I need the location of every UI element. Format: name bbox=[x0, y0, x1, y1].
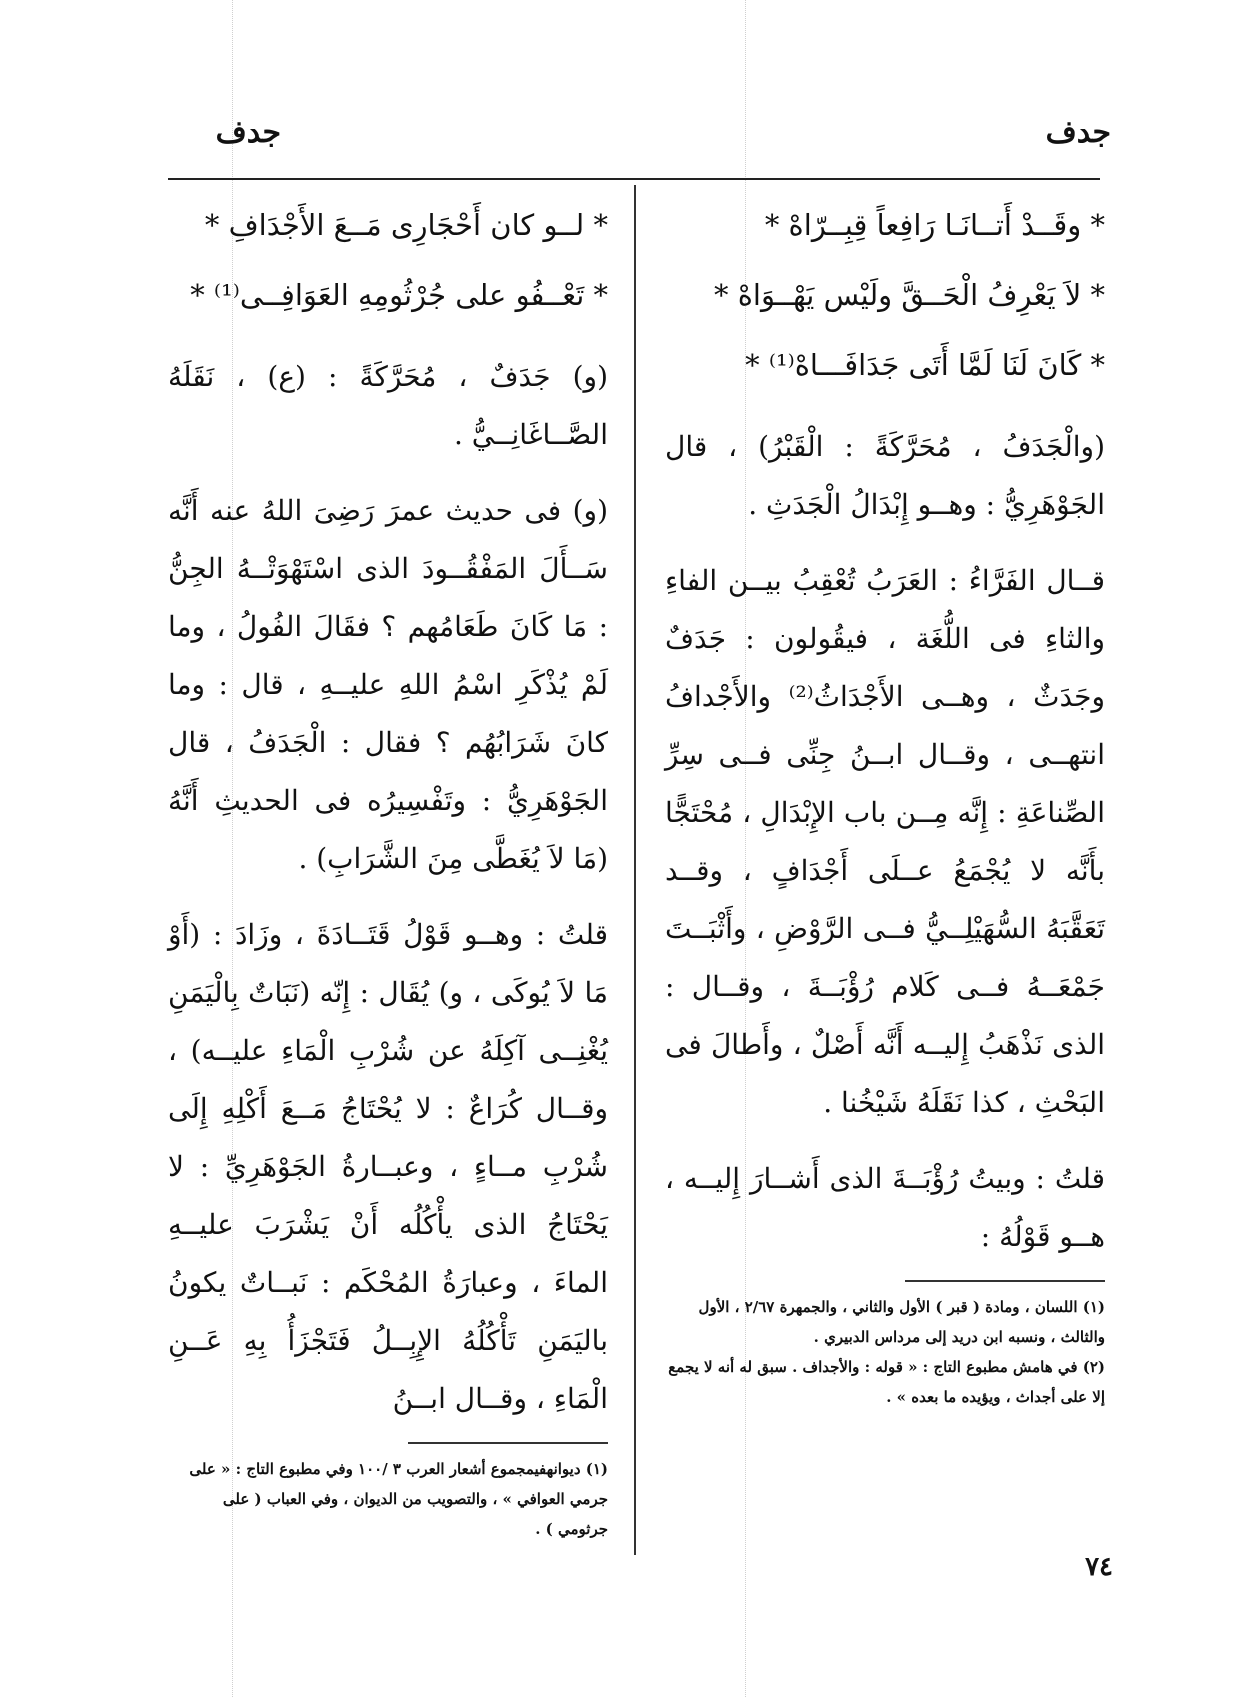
entry-paragraph: (والْجَدَفُ ، مُحَرَّكَةً : الْقَبْرُ) ، قال الجَوْهَرِيُّ : وهــو إِبْدَالُ الْجَدَثِ . bbox=[665, 430, 1105, 521]
verse-line: * كَانَ لَنَا لَمَّا أَتَى جَدَافَـــاهْ⁽¹⁾ * bbox=[745, 348, 1105, 382]
verse-line: * وقَــدْ أَتــانَـا رَافِعاً قِبِــرّاهْ * bbox=[764, 208, 1105, 242]
verse-line: * تَعْــفُو على جُرْثُومِهِ العَوَافِــى⁽¹⁾ * bbox=[190, 278, 608, 312]
header-rule bbox=[168, 178, 1100, 180]
footnote-rule bbox=[905, 1280, 1105, 1282]
entry-paragraph: (و) فى حديث عمرَ رَضِىَ اللهُ عنه أَنَّه سَــأَلَ المَفْقُــودَ الذى اسْتَهْوَتْــهُ الجِنُّ : مَا كَانَ طَعَامُهم ؟ فقَالَ الفُولُ ، وما لَمْ يُذْكَرِ اسْمُ اللهِ عليــهِ ، قال : وما كانَ شَرَابُهُم ؟ فقال : الْجَدَفُ ، قال الجَوْهَرِيُّ : وتَفْسِيرُه فى الحديثِ أَنَّهُ (مَا لاَ يُغَطَّى مِنَ الشَّرَابِ) . bbox=[168, 494, 608, 875]
entry-paragraph: قلتُ : وبيتُ رُؤْبَــةَ الذى أَشــارَ إِليــه ، هــو قَوْلُهُ : bbox=[665, 1162, 1105, 1253]
page-number: ٧٤ bbox=[1085, 1552, 1113, 1582]
footnote-rule bbox=[408, 1442, 608, 1444]
footnote: (١) اللسان ، ومادة ( قبر ) الأول والثاني ، والجمهرة ٢/٦٧ ، الأول والثالث ، ونسبه ابن دريد إلى مرداس الدبيري . bbox=[698, 1298, 1105, 1346]
footnote: (١) ديوانهفيمجموع أشعار العرب ٣ /١٠٠ وفي مطبوع التاج : « على جرمي العوافي » ، والتصويب من الديوان ، وفي العباب ( على جرثومي ) . bbox=[189, 1460, 608, 1538]
entry-paragraph: (و) جَدَفٌ ، مُحَرَّكَةً : (ع) ، نَقَلَهُ الصَّــاغَانِــيُّ . bbox=[168, 360, 608, 451]
column-divider bbox=[634, 185, 636, 1555]
right-column bbox=[665, 190, 1105, 1412]
verse-line: * لــو كان أَحْجَارِى مَــعَ الأَجْدَافِ * bbox=[204, 208, 608, 242]
footnote: (٢) في هامش مطبوع التاج : « قوله : والأجداف . سبق له أنه لا يجمع إلا على أجداث ، ويؤيده ما بعده » . bbox=[668, 1358, 1105, 1406]
running-head-left: جدف bbox=[215, 115, 281, 150]
left-column bbox=[168, 190, 608, 1544]
verse-line: * لاَ يَعْرِفُ الْحَــقَّ ولَيْس يَهْــوَاهْ * bbox=[714, 278, 1105, 312]
entry-paragraph: قلتُ : وهــو قَوْلُ قَتَــادَةَ ، وزَادَ : (أَوْ مَا لاَ يُوكَى ، و) يُقَال : إِنّه (نَبَاتٌ بِالْيَمَنِ يُغْنِــى آكِلَهُ عن شُرْبِ الْمَاءِ عليــه) ، وقــال كُرَاعٌ : لا يُحْتَاجُ مَــعَ أَكْلِهِ إِلَى شُرْبِ مــاءٍ ، وعبــارةُ الجَوْهَرِيِّ : لا يَحْتَاجُ الذى يأْكُلُه أَنْ يَشْرَبَ عليــهِ الماءَ ، وعبارَةُ المُحْكَم : نَبــاتٌ يكونُ باليَمَنِ تَأْكُلُهُ الإِبِــلُ فَتَجْزَأُ بِهِ عَــنِ الْمَاءِ ، وقــال ابــنُ bbox=[168, 918, 608, 1415]
running-head-right: جدف bbox=[1045, 115, 1111, 150]
entry-paragraph: قــال الفَرَّاءُ : العَرَبُ تُعْقِبُ بيــن الفاءِ والثاءِ فى اللُّغَة ، فيقُولون : جَدَفٌ وجَدَثٌ ، وهــى الأَجْدَاثُ⁽²⁾ والأَجْدافُ انتهــى ، وقــال ابــنُ جِنِّى فــى سِرِّ الصِّناعَةِ : إِنَّه مِــن باب الإِبْدَالِ ، مُحْتَجًّا بأَنَّه لا يُجْمَعُ عــلَى أَجْدَافٍ ، وقــد تَعَقَّبَهُ السُّهَيْلِــيُّ فــى الرَّوْضِ ، وأَثْبَــتَ جَمْعَــهُ فــى كَلام رُؤْبَــةَ ، وقــال : الذى نَذْهَبُ إِليــه أَنَّه أَصْلٌ ، وأَطالَ فى البَحْثِ ، كذا نَقَلَهُ شَيْخُنا . bbox=[665, 564, 1105, 1119]
